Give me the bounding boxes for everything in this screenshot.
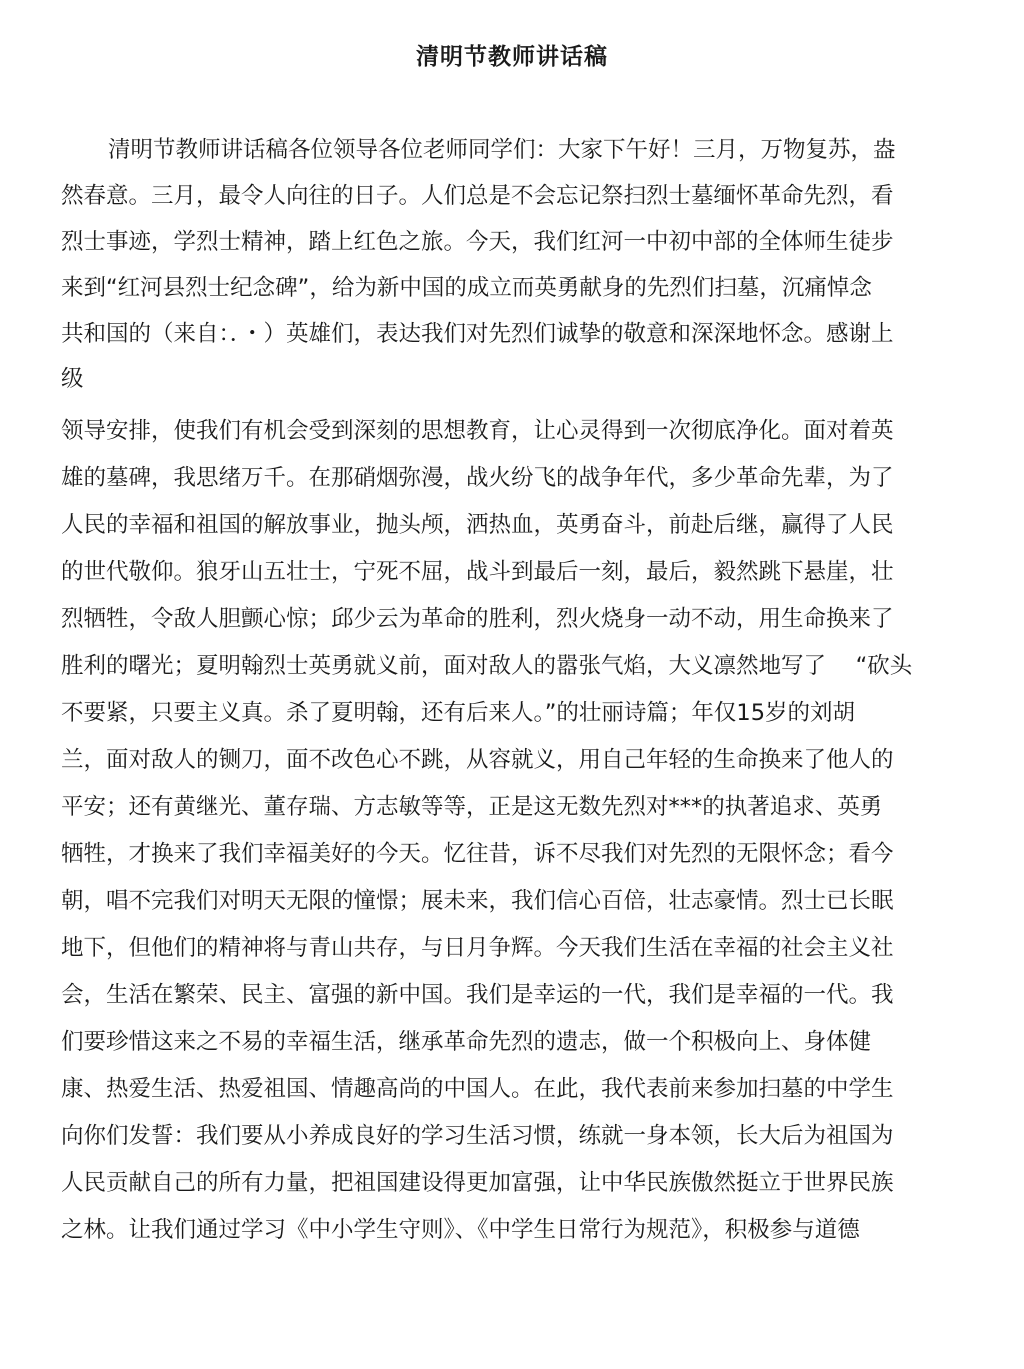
body-line: 向你们发誓：我们要从小养成良好的学习生活习惯，练就一身本领，长大后为祖国为 (61, 1123, 894, 1149)
body-line: 清明节教师讲话稿各位领导各位老师同学们：大家下午好！三月，万物复苏，盎 (108, 137, 896, 163)
document-title: 清明节教师讲话稿 (416, 44, 608, 70)
body-line: 人民贡献自己的所有力量，把祖国建设得更加富强，让中华民族傲然挺立于世界民族 (61, 1170, 894, 1196)
body-line: 领导安排，使我们有机会受到深刻的思想教育，让心灵得到一次彻底净化。面对着英 (61, 418, 894, 444)
body-line: 们要珍惜这来之不易的幸福生活，继承革命先烈的遗志，做一个积极向上、身体健 (61, 1029, 872, 1055)
body-line: 烈牺牲，令敌人胆颤心惊；邱少云为革命的胜利，烈火烧身一动不动，用生命换来了 (61, 606, 894, 632)
body-line: 之林。让我们通过学习《中小学生守则》、《中学生日常行为规范》，积极参与道德 (61, 1217, 860, 1243)
body-line: 烈士事迹，学烈士精神，踏上红色之旅。今天，我们红河一中初中部的全体师生徒步 (61, 229, 894, 255)
body-line: 级 (61, 366, 84, 392)
body-line: 来到“红河县烈士纪念碑”，给为新中国的成立而英勇献身的先烈们扫墓，沉痛悼念 (61, 275, 872, 301)
body-line: 兰，面对敌人的铡刀，面不改色心不跳，从容就义，用自己年轻的生命换来了他人的 (61, 747, 894, 773)
body-line: 雄的墓碑，我思绪万千。在那硝烟弥漫，战火纷飞的战争年代，多少革命先辈，为了 (61, 465, 894, 491)
body-line: 人民的幸福和祖国的解放事业，抛头颅，洒热血，英勇奋斗，前赴后继，赢得了人民 (61, 512, 894, 538)
body-line: 牺牲，才换来了我们幸福美好的今天。忆往昔，诉不尽我们对先烈的无限怀念；看今 (61, 841, 894, 867)
body-line: 不要紧，只要主义真。杀了夏明翰，还有后来人。”的壮丽诗篇；年仅15岁的刘胡 (61, 700, 856, 726)
body-line: 然春意。三月，最令人向往的日子。人们总是不会忘记祭扫烈士墓缅怀革命先烈，看 (61, 183, 894, 209)
body-line: 平安；还有黄继光、董存瑞、方志敏等等，正是这无数先烈对***的执著追求、英勇 (61, 794, 883, 820)
body-line: 共和国的（来自：．・）英雄们，表达我们对先烈们诚挚的敬意和深深地怀念。感谢上 (61, 321, 894, 347)
body-line: 地下，但他们的精神将与青山共存，与日月争辉。今天我们生活在幸福的社会主义社 (61, 935, 894, 961)
body-line: 康、热爱生活、热爱祖国、情趣高尚的中国人。在此，我代表前来参加扫墓的中学生 (61, 1076, 894, 1102)
body-line: 的世代敬仰。狼牙山五壮士，宁死不屈，战斗到最后一刻，最后，毅然跳下悬崖，壮 (61, 559, 894, 585)
body-line: 胜利的曙光；夏明翰烈士英勇就义前，面对敌人的嚣张气焰，大义凛然地写了 “砍头 (61, 653, 913, 679)
body-line: 朝，唱不完我们对明天无限的憧憬；展未来，我们信心百倍，壮志豪情。烈士已长眠 (61, 888, 894, 914)
body-line: 会，生活在繁荣、民主、富强的新中国。我们是幸运的一代，我们是幸福的一代。我 (61, 982, 894, 1008)
